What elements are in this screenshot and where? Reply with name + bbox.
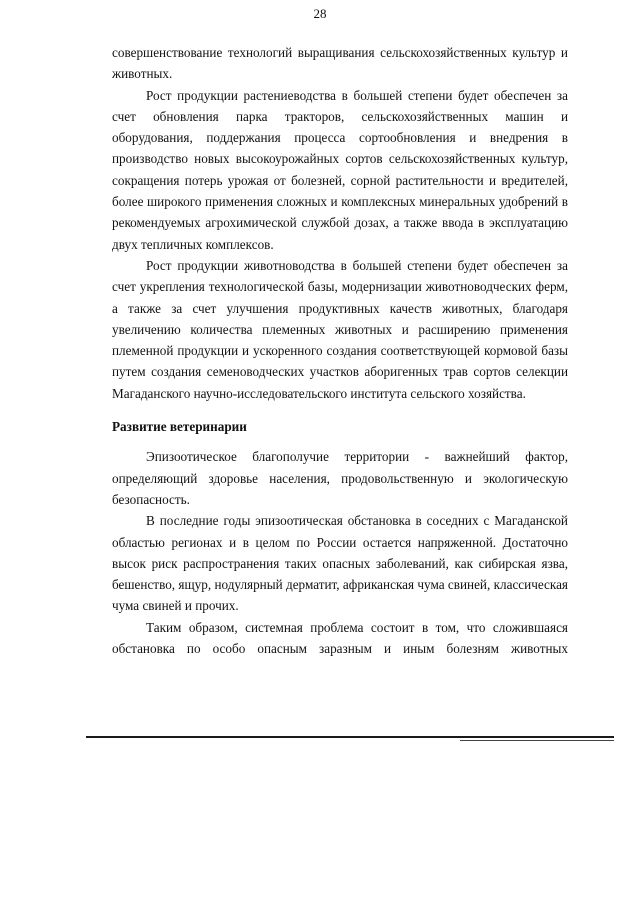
page-number: 28 — [313, 6, 327, 21]
paragraph-epizootic-wellbeing: Эпизоотическое благополучие территории - важнейший фактор, определяющий здоровье населения, продовольственную и экологическую безопасность. — [112, 449, 568, 507]
paragraph-livestock-production: Рост продукции животноводства в большей степени будет обеспечен за счет укрепления технологической базы, модернизации животноводческих ферм, а также за счет улучшения продуктивных качеств животных, благодаря увеличению количества племенных животных и расширению применения племенной продукции и ускоренного создания соответствующей кормовой базы путем создания семеноводческих участков аборигенных трав сортов селекции Магаданского научно-исследовательского института сельского хозяйства. — [112, 257, 568, 401]
bottom-scan-rule-tail — [460, 740, 614, 741]
paragraph-continuation: совершенствование технологий выращивания сельскохозяйственных культур и животных. — [112, 45, 568, 82]
paragraph-systemic-problem: Таким образом, системная проблема состоит в том, что сложившаяся обстановка по особо опасным заразным и иным болезням животных — [112, 619, 568, 657]
document-body — [112, 42, 568, 659]
bottom-scan-rule — [86, 736, 614, 738]
paragraph-crop-production: Рост продукции растениеводства в большей степени будет обеспечен за счет обновления парка тракторов, сельскохозяйственных машин и оборудования, поддержания процесса сортообновления и внедрения в производство новых высокоурожайных сортов сельскохозяйственных культур, сокращения потерь урожая от болезней, сорной растительности и вредителей, более широкого применения сложных и комплексных минеральных удобрений в рекомендуемых агрохимической службой дозах, а также ввода в эксплуатацию двух тепличных комплексов. — [112, 87, 568, 252]
paragraph-regional-situation: В последние годы эпизоотическая обстановка в соседних с Магаданской областью регионах и в целом по России остается напряженной. Достаточно высок риск распространения таких опасных заболеваний, как сибирская язва, бешенство, ящур, нодулярный дерматит, африканская чума свиней, классическая чума свиней и прочих. — [112, 513, 568, 614]
section-heading: Развитие ветеринарии — [112, 419, 247, 435]
